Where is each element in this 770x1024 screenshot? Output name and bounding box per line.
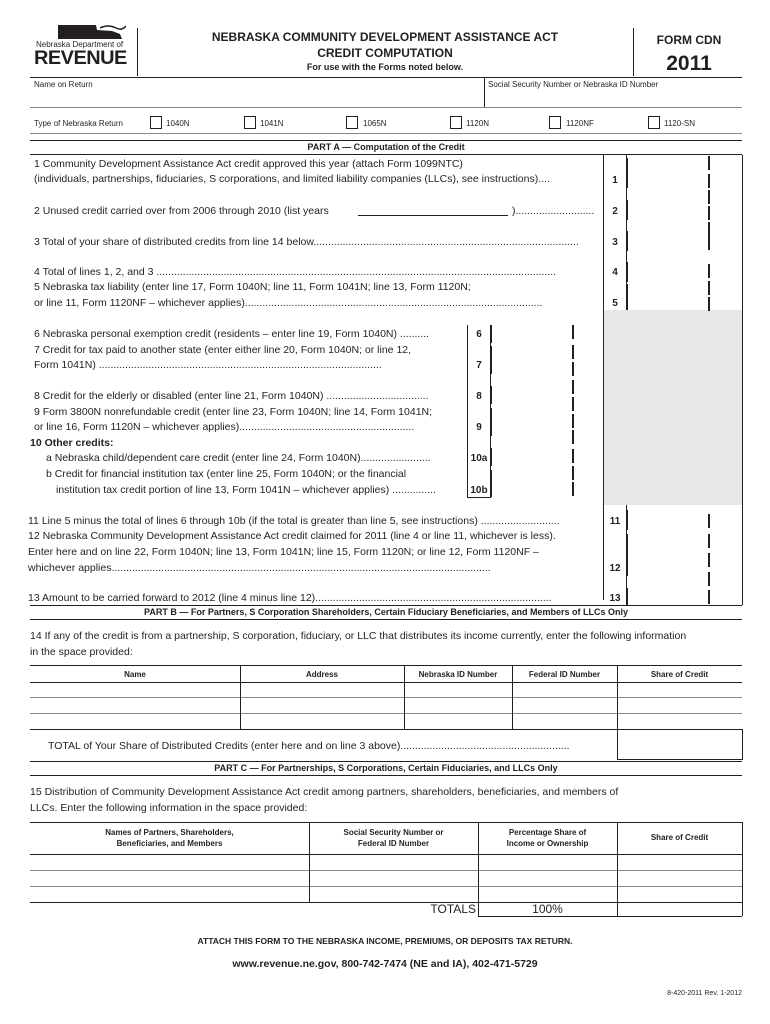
- line-6-text: 6 Nebraska personal exemption credit (residents – enter line 19, Form 1040N) ..........: [34, 328, 430, 340]
- line-3-number: 3: [612, 237, 618, 248]
- table-row[interactable]: [31, 887, 308, 901]
- col-percentage-cont: Income or Ownership: [506, 839, 589, 848]
- col-names: Names of Partners, Shareholders,: [105, 828, 234, 837]
- form-subtitle: For use with the Forms noted below.: [306, 62, 464, 72]
- shaded-area: [603, 310, 742, 505]
- form-title-line2: CREDIT COMPUTATION: [317, 46, 453, 60]
- col-names-cont: Beneficiaries, and Members: [116, 839, 223, 848]
- col-name: Name: [124, 670, 146, 679]
- checkbox-1041n[interactable]: [244, 116, 256, 129]
- line-13-number: 13: [609, 593, 621, 604]
- line-3-amount[interactable]: [627, 231, 742, 251]
- line-8-number: 8: [476, 391, 482, 402]
- line-13-text: 13 Amount to be carried forward to 2012 (line 4 minus line 12).................................................................................: [28, 592, 552, 604]
- col-share: Share of Credit: [650, 833, 709, 842]
- line-12-amount[interactable]: [627, 534, 742, 576]
- form-title: NEBRASKA COMMUNITY DEVELOPMENT ASSISTANCE ACT: [211, 30, 559, 44]
- line-9-number: 9: [476, 422, 482, 433]
- line-6-number: 6: [476, 329, 482, 340]
- line-2-amount[interactable]: [627, 200, 742, 220]
- part-b-total-text: TOTAL of Your Share of Distributed Credits (enter here and on line 3 above)..........................................................: [48, 740, 570, 752]
- line-1-text-cont: (individuals, partnerships, fiduciaries, S corporations, and limited liability companies (LLCs), see instructions)....: [34, 173, 550, 185]
- line-1-amount[interactable]: [627, 158, 742, 188]
- line-7-text: 7 Credit for tax paid to another state (enter either line 20, Form 1040N; or line 12,: [34, 344, 412, 356]
- totals-percent: 100%: [532, 902, 563, 916]
- col-ssn: Social Security Number or: [343, 828, 444, 837]
- line-9-text: 9 Form 3800N nonrefundable credit (enter line 23, Form 1040N; line 14, Form 1041N;: [34, 406, 433, 418]
- table-row[interactable]: [31, 714, 239, 728]
- line-5-text: 5 Nebraska tax liability (enter line 17, Form 1040N; line 11, Form 1041N; line 13, Form 1120N;: [34, 281, 471, 293]
- line-12-text-cont2: whichever applies..................................................................................................................................: [28, 562, 491, 574]
- return-type-label: Type of Nebraska Return: [34, 119, 123, 128]
- table-row[interactable]: [31, 855, 308, 869]
- line-10b-amount[interactable]: [491, 470, 603, 497]
- line-14-text-cont: in the space provided:: [30, 646, 133, 658]
- line-2-number: 2: [612, 206, 618, 217]
- line-10a-amount[interactable]: [491, 448, 603, 466]
- line-12-text-cont: Enter here and on line 22, Form 1040N; line 13, Form 1041N; line 15, Form 1120N; or line 12, Form 1120NF –: [28, 546, 539, 558]
- line-10a-text: a Nebraska child/dependent care credit (enter line 24, Form 1040N)........................: [46, 452, 431, 464]
- checkbox-1120sn[interactable]: [648, 116, 660, 129]
- line-7-number: 7: [476, 360, 482, 371]
- checkbox-1040n[interactable]: [150, 116, 162, 129]
- option-1120n: 1120N: [466, 119, 489, 128]
- table-row[interactable]: [31, 698, 239, 712]
- ssn-field[interactable]: [488, 90, 740, 106]
- attach-instruction: ATTACH THIS FORM TO THE NEBRASKA INCOME, PREMIUMS, OR DEPOSITS TAX RETURN.: [197, 936, 573, 946]
- line-7-amount[interactable]: [491, 346, 603, 374]
- col-nebraska-id: Nebraska ID Number: [418, 670, 498, 679]
- name-field[interactable]: [32, 90, 480, 106]
- line-1-text: 1 Community Development Assistance Act credit approved this year (attach Form 1099NTC): [34, 158, 463, 170]
- col-address: Address: [305, 670, 338, 679]
- option-1065n: 1065N: [363, 119, 387, 128]
- form-year: 2011: [666, 52, 712, 75]
- line-4-number: 4: [612, 267, 618, 278]
- option-1041n: 1041N: [260, 119, 284, 128]
- line-11-amount[interactable]: [627, 510, 742, 530]
- col-ssn-cont: Federal ID Number: [357, 839, 430, 848]
- line-1-number: 1: [612, 175, 618, 186]
- line-11-text: 11 Line 5 minus the total of lines 6 through 10b (if the total is greater than line 5, see instructions) ...........................: [28, 515, 560, 527]
- line-4-amount[interactable]: [627, 262, 742, 282]
- agency-line: Nebraska Department of: [36, 40, 124, 49]
- line-3-text: 3 Total of your share of distributed credits from line 14 below...........................................................................................: [34, 236, 579, 248]
- line-5-text-cont: or line 11, Form 1120NF – whichever applies)......................................................................................................: [34, 297, 543, 309]
- line-11-number: 11: [609, 516, 621, 527]
- revision-code: 8-420-2011 Rev. 1-2012: [667, 990, 742, 997]
- line-10b-text-cont: institution tax credit portion of line 13, Form 1041N – whichever applies) ...............: [56, 484, 436, 496]
- table-row[interactable]: [31, 683, 239, 697]
- option-1120sn: 1120-SN: [664, 119, 695, 128]
- checkbox-1120n[interactable]: [450, 116, 462, 129]
- state-outline-icon: [56, 22, 126, 40]
- line-2-text: 2 Unused credit carried over from 2006 through 2010 (list years: [34, 205, 329, 217]
- table-row[interactable]: [31, 871, 308, 885]
- line-9-text-cont: or line 16, Form 1120N – whichever applies)............................................................: [34, 421, 415, 433]
- checkbox-1065n[interactable]: [346, 116, 358, 129]
- checkbox-1120nf[interactable]: [549, 116, 561, 129]
- col-share-of-credit: Share of Credit: [650, 670, 709, 679]
- line-2-text-end: )...........................: [512, 205, 595, 217]
- line-13-amount[interactable]: [627, 588, 742, 606]
- line-8-amount[interactable]: [491, 386, 603, 404]
- col-federal-id: Federal ID Number: [528, 670, 601, 679]
- contact-info: www.revenue.ne.gov, 800-742-7474 (NE and IA), 402-471-5729: [232, 958, 538, 970]
- form-label: FORM CDN: [656, 33, 722, 47]
- option-1120nf: 1120NF: [566, 119, 594, 128]
- line-12-text: 12 Nebraska Community Development Assistance Act credit claimed for 2011 (line 4 or line 11, whichever is less).: [28, 530, 556, 542]
- line-15-text: 15 Distribution of Community Development Assistance Act credit among partners, shareholders, beneficiaries, and members of: [30, 786, 619, 798]
- part-c-title: PART C — For Partnerships, S Corporations, Certain Fiduciaries, and LLCs Only: [30, 761, 742, 776]
- agency-name: REVENUE: [34, 48, 127, 69]
- totals-label: TOTALS: [430, 902, 476, 916]
- part-a-title: PART A — Computation of the Credit: [30, 140, 742, 155]
- line-6-amount[interactable]: [491, 325, 603, 343]
- line-7-text-cont: Form 1041N) .................................................................................................: [34, 359, 382, 371]
- option-1040n: 1040N: [166, 119, 190, 128]
- total-share-field[interactable]: [618, 731, 741, 758]
- line-9-amount[interactable]: [491, 408, 603, 436]
- line-4-text: 4 Total of lines 1, 2, and 3 .........................................................................................................................................: [34, 266, 557, 278]
- line-12-number: 12: [609, 563, 621, 574]
- name-label: Name on Return: [34, 80, 93, 89]
- part-b-title: PART B — For Partners, S Corporation Shareholders, Certain Fiduciary Beneficiaries, and Members of LLCs Only: [30, 605, 742, 620]
- ssn-label: Social Security Number or Nebraska ID Number: [488, 80, 659, 89]
- line-15-text-cont: LLCs. Enter the following information in the space provided:: [30, 802, 308, 814]
- line-8-text: 8 Credit for the elderly or disabled (enter line 21, Form 1040N) ...................................: [34, 390, 429, 402]
- line-10-text: 10 Other credits:: [30, 437, 114, 449]
- line-10b-number: 10b: [470, 485, 488, 496]
- line-14-text: 14 If any of the credit is from a partnership, S corporation, fiduciary, or LLC that distributes its income currently, enter the following information: [30, 630, 687, 642]
- line-5-number: 5: [612, 298, 618, 309]
- line-10b-text: b Credit for financial institution tax (enter line 25, Form 1040N; or the financial: [46, 468, 407, 480]
- line-5-amount[interactable]: [627, 284, 742, 310]
- line-10a-number: 10a: [470, 453, 488, 464]
- col-percentage: Percentage Share of: [508, 828, 587, 837]
